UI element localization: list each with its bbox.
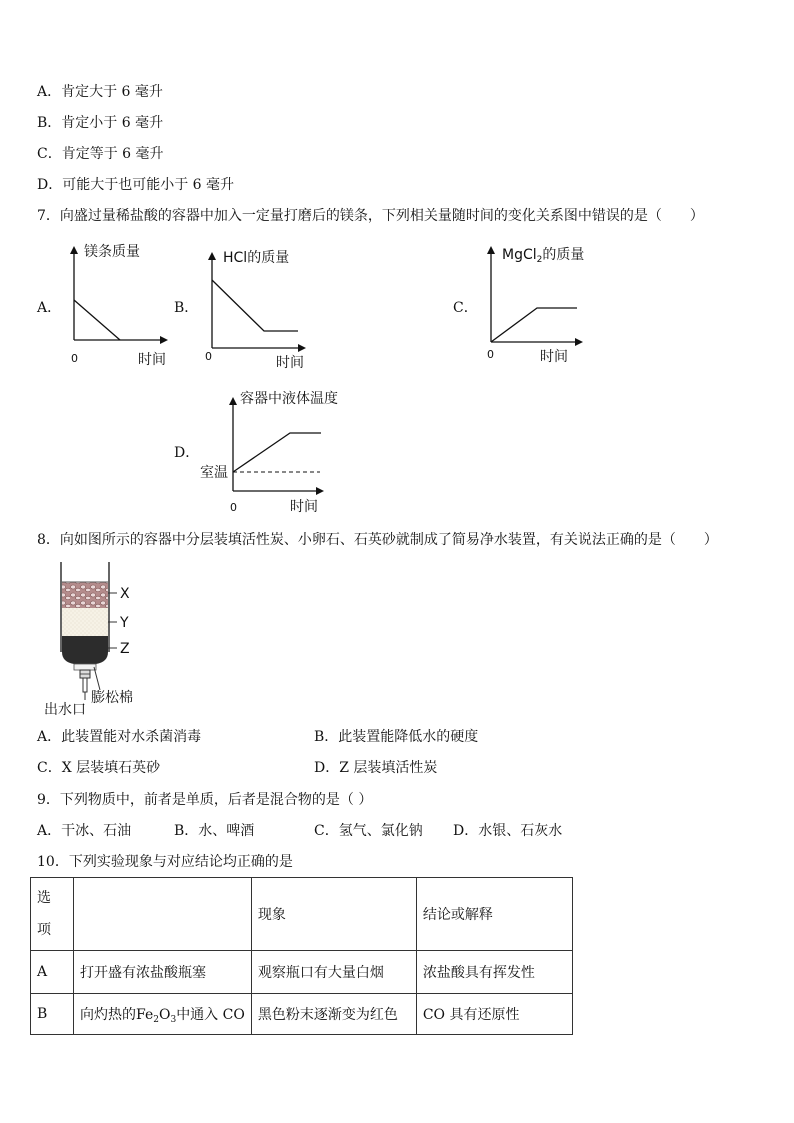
y-label: Y <box>120 615 129 631</box>
origin-label: 0 <box>487 348 494 361</box>
data-line <box>233 433 321 472</box>
q7-graph-a <box>60 240 180 370</box>
row-b-option: B <box>31 994 74 1035</box>
q6-option-b: B．肯定小于 6 毫升 <box>37 115 164 131</box>
table-header-row <box>31 878 573 951</box>
y-axis-arrow <box>70 246 78 254</box>
row-a-operation: 打开盛有浓盐酸瓶塞 <box>74 951 252 994</box>
x-axis-arrow <box>316 487 324 495</box>
q7-graph-d-label: D． <box>174 445 200 461</box>
q7-graph-c <box>477 238 607 368</box>
header-option-char-2: 项 <box>37 922 51 938</box>
x-label: X <box>120 586 130 602</box>
row-a-conclusion: 浓盐酸具有挥发性 <box>416 951 572 994</box>
y-axis-label: 镁条质量 <box>84 244 140 260</box>
origin-label: 0 <box>205 350 212 363</box>
q6-option-a: A．肯定大于 6 毫升 <box>37 84 163 100</box>
header-conclusion-cell: 结论或解释 <box>416 878 572 951</box>
row-b-operation <box>74 994 252 1035</box>
table-row <box>31 951 573 994</box>
row-b-operation-text-1: 向灼热的Fe <box>80 1006 154 1023</box>
q8-option-b: B．此装置能降低水的硬度 <box>314 729 479 745</box>
q6-option-c: C．肯定等于 6 毫升 <box>37 146 164 162</box>
x-axis-arrow <box>160 336 168 344</box>
q6-option-d: D．可能大于也可能小于 6 毫升 <box>37 177 235 193</box>
q9-option-a: A．干冰、石油 <box>37 823 132 839</box>
header-option-char-1: 选 <box>37 890 51 906</box>
q8-stem: 8．向如图所示的容器中分层装填活性炭、小卵石、石英砂就制成了简易净水装置，有关说法正确的是（ ） <box>37 532 718 548</box>
origin-label: 0 <box>230 501 237 514</box>
cotton-leader <box>94 667 100 690</box>
layer-z-carbon <box>62 636 108 664</box>
q8-option-a: A．此装置能对水杀菌消毒 <box>37 729 202 745</box>
q7-stem: 7．向盛过量稀盐酸的容器中加入一定量打磨后的镁条，下列相关量随时间的变化关系图中错误的是（ ） <box>37 208 704 224</box>
q9-option-c: C．氢气、氯化钠 <box>314 823 423 839</box>
q9-option-d: D．水银、石灰水 <box>453 823 563 839</box>
y-axis-arrow <box>487 246 495 254</box>
q7-graph-b <box>198 240 318 370</box>
table-row <box>31 994 573 1035</box>
q10-stem: 10．下列实验现象与对应结论均正确的是 <box>37 854 293 870</box>
cotton-wad <box>74 664 96 670</box>
outlet-tube <box>83 678 87 692</box>
q10-table <box>30 877 573 1035</box>
row-a-phenomenon: 观察瓶口有大量白烟 <box>251 951 416 994</box>
q8-filter-figure <box>40 560 160 720</box>
q7-graph-c-label: C． <box>453 300 478 316</box>
header-operation-cell <box>74 878 252 951</box>
row-b-subscript-1: 2 <box>153 1014 159 1025</box>
header-phenomenon-cell: 现象 <box>251 878 416 951</box>
row-b-operation-text-3: 中通入 CO <box>176 1006 245 1023</box>
y-axis-label: HCl的质量 <box>223 250 290 266</box>
x-axis-label: 时间 <box>540 349 568 365</box>
y-axis-label: MgCl$_2$的质量 <box>502 247 585 265</box>
z-label: Z <box>120 641 130 657</box>
row-b-conclusion: CO 具有还原性 <box>416 994 572 1035</box>
y-axis-arrow <box>208 252 216 260</box>
layer-x-pebbles <box>62 582 108 608</box>
origin-label: 0 <box>71 352 78 365</box>
data-line <box>74 300 120 340</box>
x-axis-arrow <box>298 344 306 352</box>
q8-option-c: C．X 层装填石英砂 <box>37 760 161 776</box>
q7-graph-b-label: B． <box>174 300 199 316</box>
row-b-phenomenon: 黑色粉末逐渐变为红色 <box>251 994 416 1035</box>
x-axis-arrow <box>575 338 583 346</box>
q9-option-b: B．水、啤酒 <box>174 823 255 839</box>
data-line <box>212 280 298 331</box>
x-axis-label: 时间 <box>138 352 166 368</box>
header-option-cell <box>31 878 74 951</box>
cotton-label: 膨松棉 <box>91 690 133 706</box>
outlet-label: 出水口 <box>44 702 86 718</box>
q8-option-d: D．Z 层装填活性炭 <box>314 760 438 776</box>
x-axis-label: 时间 <box>276 355 304 370</box>
y-axis-arrow <box>229 397 237 405</box>
x-axis-label: 时间 <box>290 499 318 515</box>
y-axis-label: 容器中液体温度 <box>240 391 338 407</box>
layer-y-sand <box>62 608 108 636</box>
q7-graph-a-label: A． <box>37 300 62 316</box>
q7-graph-d <box>200 385 360 520</box>
data-line <box>491 308 577 342</box>
q9-stem: 9．下列物质中，前者是单质，后者是混合物的是（ ） <box>37 792 373 808</box>
row-b-operation-text-2: O <box>158 1006 171 1023</box>
row-b-subscript-2: 3 <box>170 1014 177 1025</box>
room-temp-label: 室温 <box>200 465 228 481</box>
row-a-option: A <box>31 951 74 994</box>
